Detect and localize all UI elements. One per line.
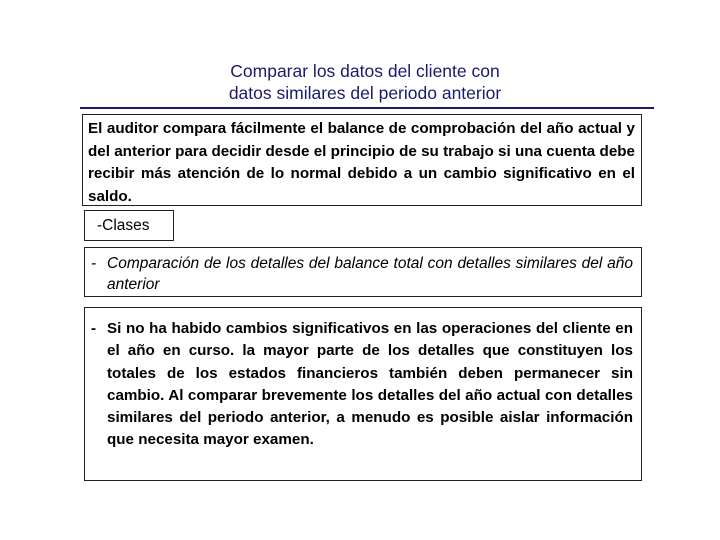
slide-title-line-2: datos similares del periodo anterior xyxy=(228,83,502,103)
title-underline xyxy=(80,107,654,109)
list-item xyxy=(91,318,633,452)
bullet-dash: - xyxy=(91,255,97,272)
bullet-dash: - xyxy=(91,320,97,337)
list-item xyxy=(91,253,633,295)
intro-text: El auditor compara fácilmente el balance de comprobación del año actual y del anterior para decidir desde el principio de su trabajo si una cuenta debe recibir más atención de lo normal debido a un cambio significativo en el saldo. xyxy=(88,120,635,205)
list-item-text: Comparación de los detalles del balance total con detalles similares del año anterior xyxy=(107,255,633,293)
clases-label: -Clases xyxy=(97,217,150,234)
clases-box xyxy=(84,210,174,241)
slide-title-line-1: Comparar los datos del cliente con xyxy=(230,61,500,81)
item-box-comparison xyxy=(84,247,642,297)
intro-box xyxy=(82,114,642,206)
list-item-text: Si no ha habido cambios significativos en las operaciones del cliente en el año en curso. la mayor parte de los detalles que constituyen los totales de los estados financieros también deben permanecer sin cambio. Al comparar brevemente los detalles del año actual con detalles similares del periodo anterior, a menudo es posible aislar información que necesita mayor examen. xyxy=(107,320,633,449)
item-box-changes xyxy=(84,307,642,481)
slide-title xyxy=(150,60,580,104)
